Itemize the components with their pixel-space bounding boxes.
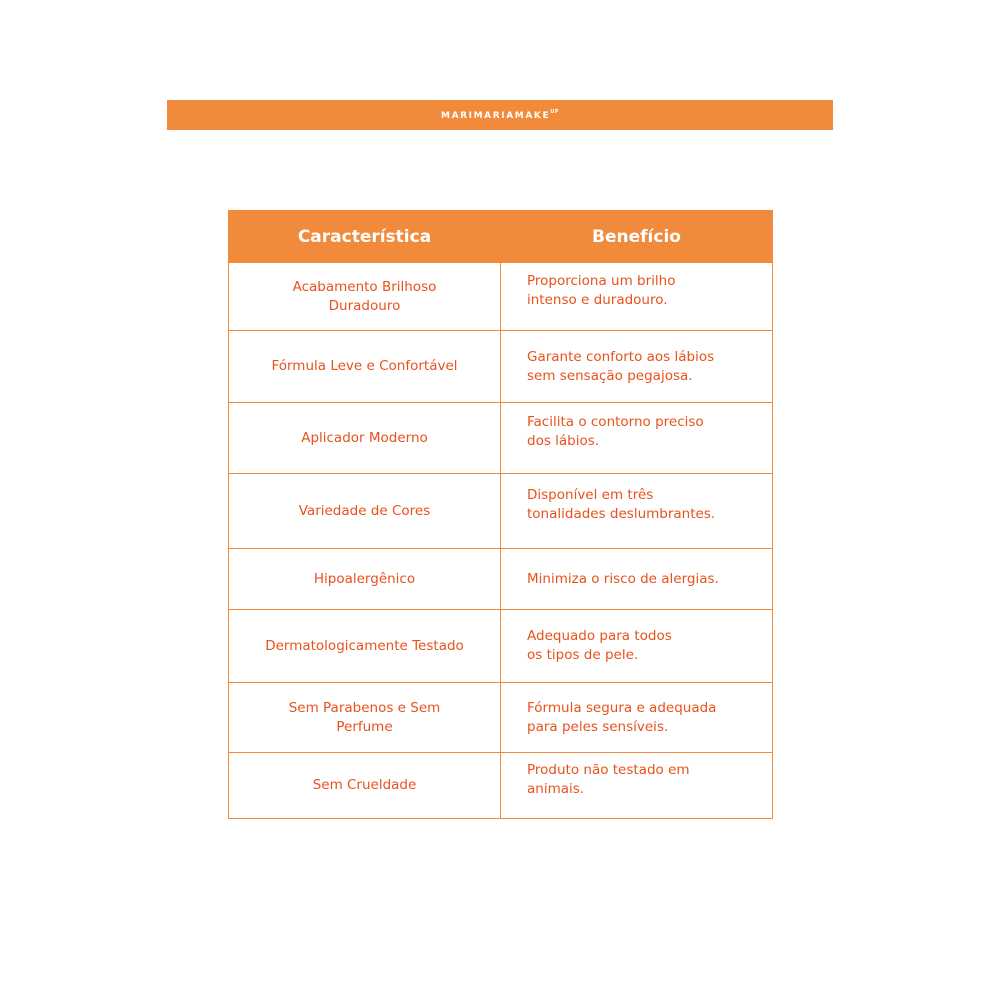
brand-suffix: UP	[550, 109, 559, 115]
benefit-line: Proporciona um brilho	[527, 272, 676, 289]
benefit-line: Adequado para todos	[527, 628, 672, 644]
benefit-cell	[501, 403, 773, 474]
benefit-cell	[501, 331, 773, 403]
brand-header-bar	[167, 100, 833, 130]
benefit-cell	[501, 610, 773, 683]
table-header-row	[229, 211, 773, 263]
benefit-cell	[501, 753, 773, 819]
benefit-text	[527, 272, 762, 310]
benefit-cell	[501, 549, 773, 610]
table-row	[229, 263, 773, 331]
table-row	[229, 474, 773, 549]
benefit-text	[527, 627, 762, 665]
benefit-text	[527, 348, 762, 386]
brand-logo	[441, 109, 559, 121]
benefit-text	[527, 699, 762, 737]
benefit-line: animais.	[527, 780, 585, 797]
benefit-line: dos lábios.	[527, 433, 600, 449]
benefit-text	[527, 570, 762, 589]
table-row	[229, 610, 773, 683]
benefit-line: para peles sensíveis.	[527, 718, 669, 735]
table-row	[229, 549, 773, 610]
table-row	[229, 403, 773, 474]
table-row	[229, 331, 773, 403]
feature-cell: Sem Crueldade	[229, 753, 501, 819]
table-row	[229, 753, 773, 819]
benefit-line: Fórmula segura e adequada	[527, 699, 717, 716]
benefit-line: sem sensação pegajosa.	[527, 367, 693, 384]
benefit-text	[527, 413, 762, 451]
benefit-line: intenso e duradouro.	[527, 291, 668, 308]
header-beneficio: Benefício	[501, 211, 773, 263]
feature-cell: Variedade de Cores	[229, 474, 501, 549]
benefit-text	[527, 761, 762, 799]
benefit-line: Produto não testado em	[527, 761, 690, 778]
benefit-text	[527, 486, 762, 524]
feature-benefit-table	[228, 210, 773, 819]
feature-cell: Hipoalergênico	[229, 549, 501, 610]
feature-cell: Dermatologicamente Testado	[229, 610, 501, 683]
table-row	[229, 683, 773, 753]
benefit-line: Minimiza o risco de alergias.	[527, 570, 719, 587]
header-caracteristica: Característica	[229, 211, 501, 263]
feature-cell: Acabamento Brilhoso Duradouro	[229, 263, 501, 331]
benefit-line: tonalidades deslumbrantes.	[527, 506, 716, 522]
benefit-line: os tipos de pele.	[527, 647, 639, 663]
feature-cell: Sem Parabenos e Sem Perfume	[229, 683, 501, 753]
benefit-line: Disponível em três	[527, 487, 654, 503]
benefit-cell	[501, 263, 773, 331]
benefit-cell	[501, 683, 773, 753]
benefit-cell	[501, 474, 773, 549]
brand-name: MARIMARIAMAKE	[441, 111, 551, 121]
benefit-line: Garante conforto aos lábios	[527, 348, 715, 365]
feature-cell: Aplicador Moderno	[229, 403, 501, 474]
benefit-line: Facilita o contorno preciso	[527, 414, 704, 430]
feature-cell: Fórmula Leve e Confortável	[229, 331, 501, 403]
